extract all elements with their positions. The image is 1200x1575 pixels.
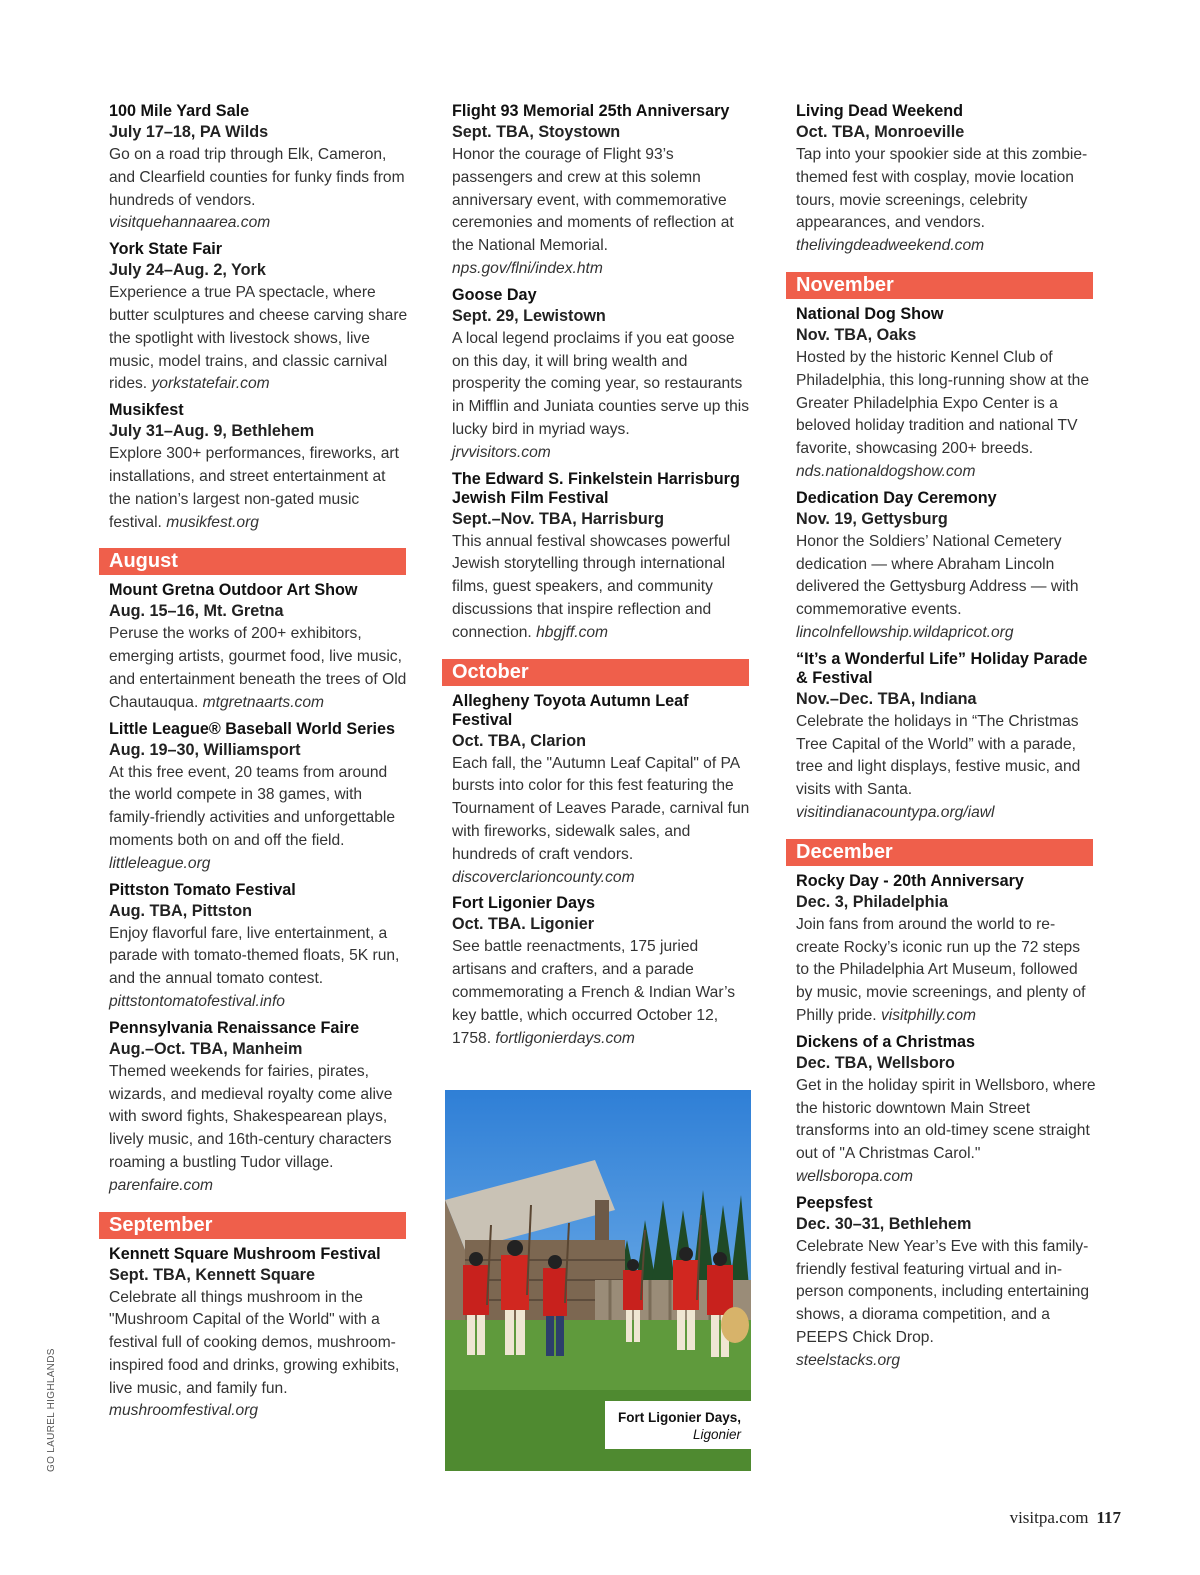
event-date-location: Sept. 29, Lewistown — [452, 306, 606, 325]
event-listing — [452, 692, 752, 890]
event-website-link[interactable]: visitphilly.com — [880, 1006, 976, 1024]
event-listing — [109, 1245, 409, 1424]
column-left — [109, 102, 409, 1428]
month-header: September — [99, 1212, 406, 1239]
event-description-text: Honor the courage of Flight 93’s passengers and crew at this solemn anniversary event, with commemorative ceremonies and moments of reflection at the National Memorial. — [452, 146, 734, 255]
event-listing — [452, 102, 752, 281]
event-description-text: See battle reenactments, 175 juried artisans and crafters, and a parade commemorating a French & Indian War’s key battle, which occurred October 12, 1758. — [452, 938, 736, 1047]
event-description-text: Get in the holiday spirit in Wellsboro, where the historic downtown Main Street transforms into an old-timey scene straight out of "A Christmas Carol." — [796, 1076, 1096, 1163]
event-title: Dedication Day Ceremony — [796, 488, 997, 507]
event-description — [452, 936, 752, 1050]
event-date-location: Aug.–Oct. TBA, Manheim — [109, 1039, 303, 1058]
event-date-location: Sept.–Nov. TBA, Harrisburg — [452, 509, 664, 528]
event-description — [109, 762, 409, 876]
event-description-text: Tap into your spookier side at this zombie-themed fest with cosplay, movie location tours, movie screenings, celebrity appearances, and vendors. — [796, 146, 1088, 232]
event-description-text: Celebrate all things mushroom in the "Mushroom Capital of the World" with a festival full of cooking demos, mushroom-inspired food and drinks, growing exhibits, live music, and family fun. — [109, 1288, 400, 1397]
event-title: Allegheny Toyota Autumn Leaf Festival — [452, 691, 689, 729]
event-title: York State Fair — [109, 240, 223, 259]
event-description — [109, 623, 409, 714]
event-description-text: Each fall, the "Autumn Leaf Capital" of PA bursts into color for this fest featuring the Tournament of Leaves Parade, carnival fun with fireworks, sidewalk sales, and hundreds of craft vendors. — [452, 754, 750, 863]
event-title: Peepsfest — [796, 1193, 873, 1212]
event-website-link[interactable]: pittstontomatofestival.info — [109, 992, 285, 1010]
event-description — [796, 1075, 1096, 1189]
event-description — [109, 144, 409, 235]
event-website-link[interactable]: visitquehannaarea.com — [109, 214, 271, 232]
event-description-text: Go on a road trip through Elk, Cameron, and Clearfield counties for funky finds from hundreds of vendors. — [109, 146, 405, 209]
event-website-link[interactable]: littleleague.org — [109, 854, 211, 872]
event-listing — [109, 720, 409, 876]
event-listing — [796, 650, 1096, 825]
event-title: Pennsylvania Renaissance Faire — [109, 1018, 360, 1037]
month-header: December — [786, 839, 1093, 866]
column-right — [796, 102, 1096, 1377]
event-website-link[interactable]: visitindianacountypa.org/iawl — [796, 803, 995, 821]
event-description — [109, 1061, 409, 1198]
event-website-link[interactable]: nds.nationaldogshow.com — [796, 462, 976, 480]
event-listing — [109, 240, 409, 396]
event-title: 100 Mile Yard Sale — [109, 102, 250, 120]
event-listing — [796, 872, 1096, 1028]
event-title: Kennett Square Mushroom Festival — [109, 1244, 381, 1263]
event-description-text: This annual festival showcases powerful Jewish storytelling through international films, guest speakers, and community discussions that inspire reflection and connection. — [452, 532, 731, 641]
event-title: Mount Gretna Outdoor Art Show — [109, 581, 358, 600]
event-description-text: Honor the Soldiers’ National Cemetery dedication — where Abraham Lincoln delivered the Gettysburg Address — with commemorative events. — [796, 532, 1079, 619]
event-date-location: Oct. TBA, Clarion — [452, 731, 587, 750]
event-title: Flight 93 Memorial 25th Anniversary — [452, 102, 730, 120]
caption-location: Ligonier — [692, 1427, 741, 1442]
event-website-link[interactable]: wellsboropa.com — [796, 1167, 914, 1185]
event-description-text: Peruse the works of 200+ exhibitors, emerging artists, gourmet food, live music, and entertainment beneath the trees of Old Chautauqua. — [109, 625, 407, 711]
event-date-location: Dec. 30–31, Bethlehem — [796, 1214, 972, 1233]
event-listing — [109, 581, 409, 714]
event-website-link[interactable]: parenfaire.com — [109, 1176, 214, 1194]
event-date-location: Sept. TBA, Stoystown — [452, 123, 621, 141]
event-website-link[interactable]: thelivingdeadweekend.com — [796, 237, 985, 255]
event-website-link[interactable]: jrvvisitors.com — [452, 443, 551, 461]
page-footer — [1010, 1508, 1121, 1528]
event-description — [109, 1287, 409, 1424]
event-date-location: Aug. TBA, Pittston — [109, 901, 252, 920]
event-listing — [109, 401, 409, 534]
photo-caption — [605, 1401, 751, 1449]
event-description-text: A local legend proclaims if you eat goose on this day, it will bring wealth and prosperity the coming year, so restaurants in Mifflin and Juniata counties serve up this lucky bird in myriad ways. — [452, 329, 750, 438]
event-title: Living Dead Weekend — [796, 102, 964, 120]
event-date-location: Aug. 19–30, Williamsport — [109, 740, 301, 759]
event-description — [452, 753, 752, 890]
event-date-location: Nov.–Dec. TBA, Indiana — [796, 689, 977, 708]
event-date-location: Oct. TBA, Monroeville — [796, 123, 965, 141]
event-date-location: July 17–18, PA Wilds — [109, 123, 269, 141]
event-title: Musikfest — [109, 401, 184, 420]
event-website-link[interactable]: musikfest.org — [166, 513, 259, 531]
event-title: Pittston Tomato Festival — [109, 880, 296, 899]
event-listing — [452, 286, 752, 465]
event-description — [452, 144, 752, 281]
event-listing — [796, 102, 1096, 258]
event-description-text: At this free event, 20 teams from around the world compete in 38 games, with family-friendly activities and unforgettable moments both on and off the field. — [109, 763, 396, 849]
section-sidebar-label: GO LAUREL HIGHLANDS — [46, 1348, 57, 1472]
event-description — [452, 328, 752, 465]
event-listing — [109, 1019, 409, 1198]
event-date-location: Dec. 3, Philadelphia — [796, 892, 949, 911]
event-description — [109, 282, 409, 396]
month-header: November — [786, 272, 1093, 299]
event-description-text: Join fans from around the world to re-create Rocky’s iconic run up the 72 steps to the Philadelphia Art Museum, followed by music, movie screenings, and plenty of Philly pride. — [796, 915, 1086, 1024]
event-website-link[interactable]: hbgjff.com — [536, 623, 609, 641]
event-description-text: Hosted by the historic Kennel Club of Philadelphia, this long-running show at the Greater Philadelphia Expo Center is a beloved holiday tradition and national TV favorite, showcasing 200+ breeds. — [796, 348, 1090, 458]
event-description — [796, 1236, 1096, 1373]
month-header: October — [442, 659, 749, 686]
event-title: National Dog Show — [796, 304, 944, 323]
event-description-text: Celebrate New Year’s Eve with this family-friendly festival featuring virtual and in-person components, including entertaining shows, a diorama competition, and a PEEPS Chick Drop. — [796, 1237, 1090, 1346]
event-description-text: Celebrate the holidays in “The Christmas Tree Capital of the World” with a parade, tree and light displays, festive music, and visits with Santa. — [796, 712, 1081, 799]
event-listing — [452, 894, 752, 1050]
event-website-link[interactable]: nps.gov/flni/index.htm — [452, 259, 603, 277]
event-website-link[interactable]: steelstacks.org — [796, 1351, 901, 1369]
event-description — [109, 923, 409, 1014]
event-listing — [796, 1033, 1096, 1189]
event-title: Fort Ligonier Days — [452, 894, 596, 913]
event-description-text: Enjoy flavorful fare, live entertainment, a parade with tomato-themed floats, 5K run, and the annual tomato contest. — [109, 924, 400, 988]
fort-ligonier-photo — [445, 1090, 751, 1471]
column-middle — [452, 102, 752, 1055]
event-website-link[interactable]: discoverclarioncounty.com — [452, 868, 635, 886]
event-title: “It’s a Wonderful Life” Holiday Parade & Festival — [796, 649, 1088, 687]
event-description — [796, 347, 1096, 484]
event-description — [109, 443, 409, 534]
event-description — [452, 531, 752, 645]
event-date-location: Nov. 19, Gettysburg — [796, 509, 948, 528]
event-website-link[interactable]: yorkstatefair.com — [151, 375, 270, 393]
event-description — [796, 914, 1096, 1028]
event-description — [796, 144, 1096, 258]
event-listing — [109, 881, 409, 1014]
event-description-text: Explore 300+ performances, fireworks, art installations, and street entertainment at the nation’s largest non-gated music festival. — [109, 445, 399, 531]
event-date-location: Sept. TBA, Kennett Square — [109, 1265, 315, 1284]
event-title: Little League® Baseball World Series — [109, 719, 395, 738]
event-title: Dickens of a Christmas — [796, 1032, 976, 1051]
event-listing — [796, 305, 1096, 484]
event-description-text: Experience a true PA spectacle, where butter sculptures and cheese carving share the spotlight with livestock shows, live music, model trains, and classic carnival rides. — [109, 284, 408, 393]
event-date-location: Aug. 15–16, Mt. Gretna — [109, 602, 284, 621]
event-date-location: July 24–Aug. 2, York — [109, 261, 266, 280]
event-date-location: Oct. TBA. Ligonier — [452, 915, 595, 934]
event-description — [796, 711, 1096, 825]
event-description — [796, 531, 1096, 645]
page-number: 117 — [1096, 1508, 1121, 1527]
event-date-location: Nov. TBA, Oaks — [796, 325, 917, 344]
event-listing — [109, 102, 409, 235]
event-title: Goose Day — [452, 285, 537, 304]
event-website-link[interactable]: lincolnfellowship.wildapricot.org — [796, 623, 1014, 641]
event-website-link[interactable]: mtgretnaarts.com — [202, 693, 324, 711]
footer-site: visitpa.com — [1009, 1508, 1089, 1527]
event-title: Rocky Day - 20th Anniversary — [796, 871, 1024, 890]
event-date-location: Dec. TBA, Wellsboro — [796, 1053, 955, 1072]
event-title: The Edward S. Finkelstein Harrisburg Jewish Film Festival — [452, 469, 740, 507]
event-listing — [796, 489, 1096, 645]
event-date-location: July 31–Aug. 9, Bethlehem — [109, 422, 315, 441]
month-header: August — [99, 548, 406, 575]
event-description-text: Themed weekends for fairies, pirates, wizards, and medieval royalty come alive with sword fights, Shakespearean plays, lively music, and 16th-century characters roaming a bustling Tudor village. — [109, 1062, 393, 1171]
caption-title: Fort Ligonier Days, — [617, 1410, 741, 1425]
event-website-link[interactable]: fortligonierdays.com — [495, 1029, 635, 1047]
event-listing — [796, 1194, 1096, 1373]
event-listing — [452, 470, 752, 645]
event-website-link[interactable]: mushroomfestival.org — [109, 1402, 259, 1420]
